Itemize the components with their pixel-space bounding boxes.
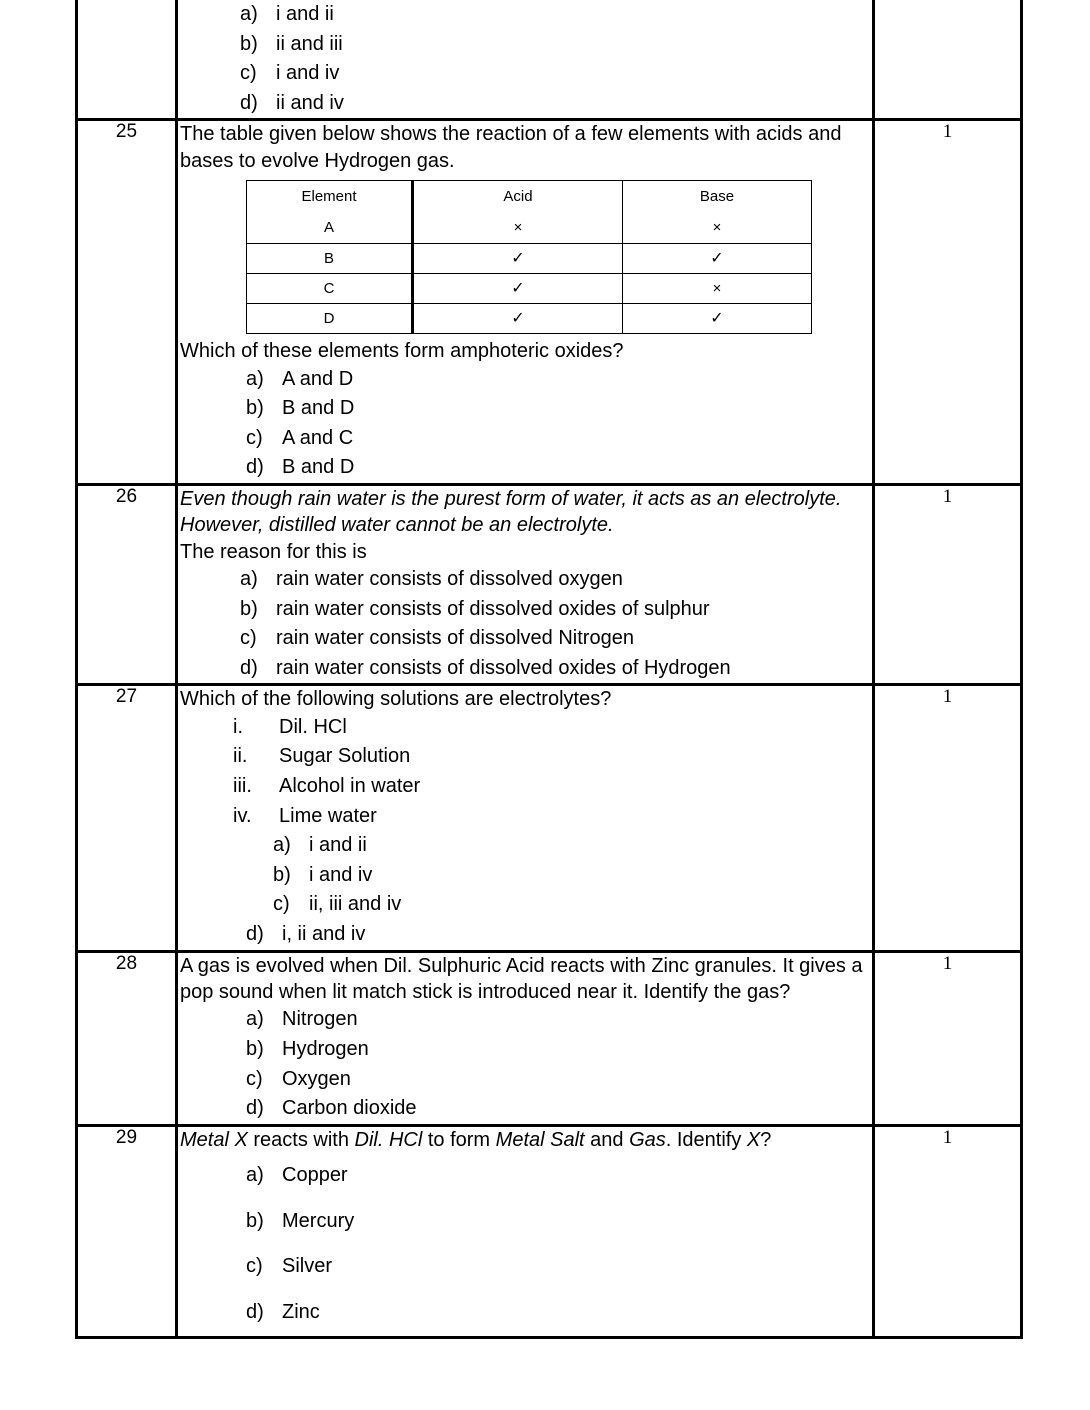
list-item[interactable]	[246, 1094, 872, 1124]
list-item[interactable]	[240, 565, 872, 595]
option-text: Silver	[282, 1255, 333, 1278]
stem-italic-part: X	[746, 1128, 761, 1151]
table-row	[77, 1125, 1022, 1337]
question-stem: The table given below shows the reaction of a few elements with acids and bases to evolve Hydrogen gas.	[180, 123, 842, 172]
list-item[interactable]	[246, 920, 872, 950]
option-label: a)	[246, 367, 264, 390]
question-number: 26	[77, 484, 177, 685]
option-label: d)	[246, 1300, 264, 1323]
table-header-row	[247, 181, 812, 213]
question-stem-mixed	[178, 1127, 872, 1153]
table-row	[77, 484, 1022, 685]
marks-value	[874, 0, 1022, 120]
option-text: A and C	[282, 426, 354, 449]
option-label: a)	[246, 1164, 264, 1187]
option-list	[246, 1153, 872, 1335]
option-label: a)	[246, 1008, 264, 1031]
option-label: a)	[240, 568, 258, 591]
list-item[interactable]	[240, 89, 872, 119]
list-item	[233, 742, 872, 772]
option-label: c)	[240, 627, 257, 650]
check-icon: ✓	[623, 304, 812, 334]
stem-plain-part: and	[584, 1128, 630, 1151]
column-header-element: Element	[247, 181, 413, 213]
question-subprompt: Which of these elements form amphoteric oxides?	[180, 340, 624, 363]
roman-text: Alcohol in water	[279, 775, 421, 798]
option-label: c)	[246, 1255, 263, 1278]
list-item[interactable]	[246, 453, 872, 483]
option-text: rain water consists of dissolved oxides of sulphur	[276, 597, 710, 620]
list-item	[233, 772, 872, 802]
stem-italic-part: Gas	[629, 1128, 666, 1151]
option-text: Hydrogen	[282, 1037, 369, 1060]
list-item[interactable]	[246, 1199, 872, 1245]
stem-plain-part: to form	[422, 1128, 496, 1151]
stem-italic-part: Metal Salt	[495, 1128, 585, 1151]
option-text: B and D	[282, 397, 355, 420]
check-icon: ✓	[413, 274, 623, 304]
list-item[interactable]	[246, 1005, 872, 1035]
marks-value: 1	[874, 951, 1022, 1125]
option-text: ii and iv	[276, 91, 344, 114]
list-item[interactable]	[246, 1065, 872, 1095]
option-text: B and D	[282, 456, 355, 479]
table-row	[77, 685, 1022, 951]
question-body	[177, 1125, 874, 1337]
option-label: b)	[246, 1037, 264, 1060]
list-item	[233, 802, 872, 832]
option-label: d)	[240, 656, 258, 679]
question-number: 29	[77, 1125, 177, 1337]
option-text: ii and iii	[276, 32, 343, 55]
list-item[interactable]	[240, 624, 872, 654]
list-item[interactable]	[273, 861, 872, 891]
roman-text: Lime water	[279, 804, 377, 827]
stem-plain-part: . Identify	[665, 1128, 747, 1151]
option-list	[240, 565, 872, 683]
question-body	[177, 685, 874, 951]
check-icon: ✓	[413, 244, 623, 274]
list-item[interactable]	[240, 0, 872, 30]
cross-icon: ×	[623, 274, 812, 304]
list-item	[233, 713, 872, 743]
option-text: i, ii and iv	[282, 923, 366, 946]
cell-element: A	[247, 212, 413, 244]
list-item[interactable]	[246, 365, 872, 395]
table-row	[247, 212, 812, 244]
list-item[interactable]	[240, 595, 872, 625]
option-text: i and iv	[276, 62, 340, 85]
list-item[interactable]	[246, 1244, 872, 1290]
option-label: d)	[246, 923, 264, 946]
cross-icon: ×	[413, 212, 623, 244]
list-item[interactable]	[273, 890, 872, 920]
stem-plain-part: reacts with	[247, 1128, 355, 1151]
marks-value: 1	[874, 1125, 1022, 1337]
question-number: 27	[77, 685, 177, 951]
check-icon: ✓	[623, 244, 812, 274]
table-row	[247, 244, 812, 274]
list-item[interactable]	[273, 831, 872, 861]
list-item[interactable]	[246, 1153, 872, 1199]
option-text: i and ii	[309, 834, 367, 857]
list-item[interactable]	[240, 654, 872, 684]
option-text: A and D	[282, 367, 354, 390]
option-text: Carbon dioxide	[282, 1097, 417, 1120]
option-label: b)	[240, 32, 258, 55]
stem-italic-part: Metal X	[180, 1128, 248, 1151]
marks-value: 1	[874, 685, 1022, 951]
question-body	[177, 951, 874, 1125]
cell-element: C	[247, 274, 413, 304]
table-row	[77, 0, 1022, 120]
option-text: ii, iii and iv	[309, 893, 402, 916]
table-row	[77, 951, 1022, 1125]
option-label: b)	[246, 397, 264, 420]
roman-label: ii.	[233, 745, 248, 768]
list-item[interactable]	[246, 1290, 872, 1336]
check-icon: ✓	[413, 304, 623, 334]
roman-text: Dil. HCl	[279, 715, 347, 738]
element-reaction-table	[246, 180, 812, 334]
option-label: c)	[246, 426, 263, 449]
list-item[interactable]	[246, 394, 872, 424]
option-list	[246, 1005, 872, 1123]
question-stem: Which of the following solutions are electrolytes?	[180, 688, 612, 711]
column-header-acid: Acid	[413, 181, 623, 213]
option-label: d)	[246, 456, 264, 479]
option-label: b)	[240, 597, 258, 620]
option-label: d)	[240, 91, 258, 114]
column-header-base: Base	[623, 181, 812, 213]
table-row	[77, 120, 1022, 485]
roman-label: iii.	[233, 775, 252, 798]
marks-value: 1	[874, 120, 1022, 485]
question-number	[77, 0, 177, 120]
roman-label: i.	[233, 715, 243, 738]
option-list	[240, 0, 872, 118]
option-text: Zinc	[282, 1300, 320, 1323]
option-label: c)	[246, 1067, 263, 1090]
list-item[interactable]	[246, 1035, 872, 1065]
question-body	[177, 120, 874, 485]
element-reaction-table-wrapper	[178, 174, 872, 338]
list-item[interactable]	[240, 30, 872, 60]
question-number: 25	[77, 120, 177, 485]
option-text: Copper	[282, 1164, 348, 1187]
option-label: a)	[240, 3, 258, 25]
stem-plain-part: ?	[760, 1128, 772, 1151]
list-item[interactable]	[240, 59, 872, 89]
cell-element: B	[247, 244, 413, 274]
marks-value: 1	[874, 484, 1022, 685]
question-body	[177, 484, 874, 685]
option-text: Mercury	[282, 1209, 355, 1232]
option-label: d)	[246, 1097, 264, 1120]
table-row	[247, 274, 812, 304]
option-label: a)	[273, 834, 291, 857]
option-text: rain water consists of dissolved Nitrogen	[276, 627, 634, 650]
roman-label: iv.	[233, 804, 252, 827]
question-subprompt: The reason for this is	[180, 540, 367, 563]
option-label: c)	[273, 893, 290, 916]
question-body	[177, 0, 874, 120]
option-label: b)	[246, 1209, 264, 1232]
question-table	[75, 0, 1023, 1339]
cross-icon: ×	[623, 212, 812, 244]
option-text: i and iv	[309, 863, 373, 886]
option-label: b)	[273, 863, 291, 886]
option-text: Oxygen	[282, 1067, 351, 1090]
roman-text: Sugar Solution	[279, 745, 411, 768]
stem-italic-part: Dil. HCl	[354, 1128, 423, 1151]
option-text: Nitrogen	[282, 1008, 358, 1031]
option-label: c)	[240, 62, 257, 85]
option-text: i and ii	[276, 3, 334, 25]
roman-item-list	[233, 713, 872, 831]
cell-element: D	[247, 304, 413, 334]
option-text: rain water consists of dissolved oxygen	[276, 568, 623, 591]
option-list	[273, 831, 872, 920]
question-number: 28	[77, 951, 177, 1125]
question-stem: A gas is evolved when Dil. Sulphuric Acid reacts with Zinc granules. It gives a pop sound when lit match stick is introduced near it. Identify the gas?	[180, 954, 863, 1003]
option-list	[246, 365, 872, 483]
question-stem-italic: Even though rain water is the purest form of water, it acts as an electrolyte. However, distilled water cannot be an electrolyte.	[180, 487, 842, 537]
option-text: rain water consists of dissolved oxides of Hydrogen	[276, 656, 731, 679]
list-item[interactable]	[246, 424, 872, 454]
table-row	[247, 304, 812, 334]
